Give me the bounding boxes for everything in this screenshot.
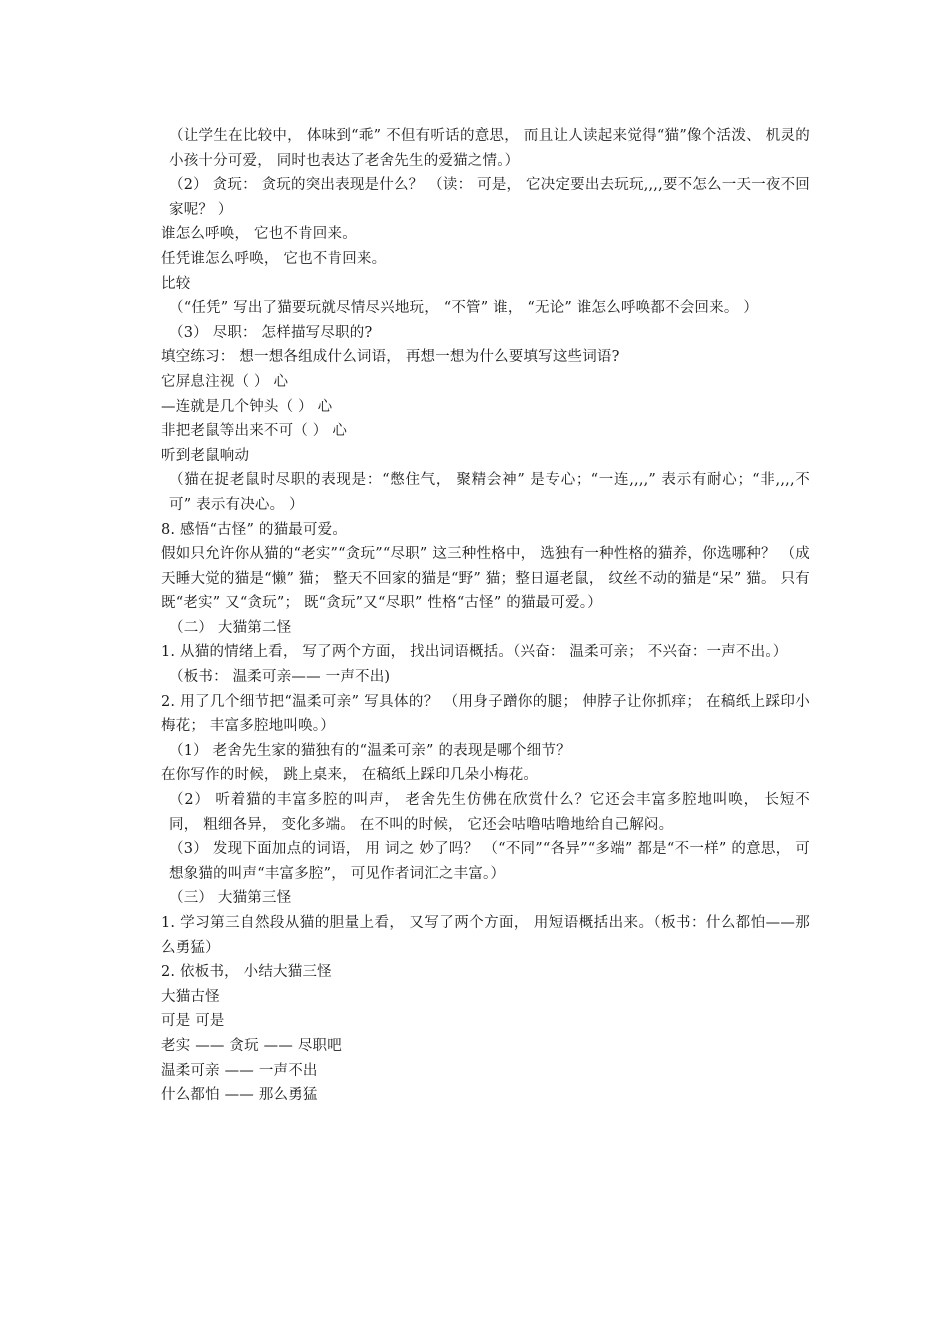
board-line: 温柔可亲 —— 一声不出 <box>161 1062 318 1079</box>
board-note: （板书： 温柔可亲—— 一声不出) <box>169 669 391 686</box>
exercise-line: 听到老鼠响动 <box>161 447 250 464</box>
exercise-line: 非把老鼠等出来不可（ ） 心 <box>161 423 348 440</box>
section-heading: 8. 感悟“古怪” 的猫最可爱。 <box>161 521 348 538</box>
paragraph: （让学生在比较中， 体味到“乖” 不但有听话的意思， 而且让人读起来觉得“猫”像个活泼、 机灵的小孩十分可爱， 同时也表达了老舍先生的爱猫之情。） <box>169 128 810 169</box>
text-line: 任凭谁怎么呼唤， 它也不肯回来。 <box>161 250 387 267</box>
text-line: 在你写作的时候， 跳上桌来， 在稿纸上踩印几朵小梅花。 <box>161 767 539 784</box>
text-line: 填空练习： 想一想各组成什么词语， 再想一想为什么要填写这些词语? <box>161 349 620 366</box>
paragraph: （3） 发现下面加点的词语， 用 词之 妙了吗？ （“不同”“各异”“多端” 都是“不一样” 的意思， 可想象猫的叫声“丰富多腔”， 可见作者词汇之丰富。） <box>169 841 810 882</box>
paragraph: 假如只允许你从猫的“老实”“贪玩”“尽职” 这三种性格中， 选独有一种性格的猫养，你选哪种？ （成天睡大觉的猫是“懒” 猫； 整天不回家的猫是“野” 猫；整日逼老鼠， 纹丝不动的猫是“呆” 猫。 只有既“老实” 又“贪玩”； 既“贪玩”又“尽职” 性格“古怪” 的猫最可爱。） <box>161 546 811 612</box>
paragraph: （猫在捉老鼠时尽职的表现是：“憋住气， 聚精会神” 是专心；“一连,,,,” 表示有耐心；“非,,,,不可” 表示有决心。 ） <box>169 472 810 513</box>
paragraph: （2） 贪玩： 贪玩的突出表现是什么？ （读： 可是， 它决定要出去玩玩,,,,要不怎么一天一夜不回家呢？ ） <box>169 177 810 218</box>
document-body <box>145 124 810 1108</box>
section-heading: （1） 老舍先生家的猫独有的“温柔可亲” 的表现是哪个细节？ <box>169 742 571 759</box>
paragraph: （“任凭” 写出了猫要玩就尽情尽兴地玩， “不管” 谁， “无论” 谁怎么呼唤都不会回来。 ） <box>169 300 759 317</box>
paragraph: 1. 学习第三自然段从猫的胆量上看， 又写了两个方面， 用短语概括出来。（板书：什么都怕——那么勇猛） <box>161 915 810 956</box>
paragraph: 1. 从猫的情绪上看， 写了两个方面， 找出词语概括。（兴奋： 温柔可亲； 不兴奋：一声不出。） <box>161 644 788 661</box>
text-line: 比较 <box>161 275 191 292</box>
board-line: 大猫古怪 <box>161 988 220 1005</box>
board-line: 可是 可是 <box>161 1013 225 1030</box>
section-heading: （三） 大猫第三怪 <box>169 890 292 907</box>
exercise-line: 它屏息注视（ ） 心 <box>161 373 289 390</box>
board-line: 什么都怕 —— 那么勇猛 <box>161 1087 318 1104</box>
paragraph: （2） 听着猫的丰富多腔的叫声， 老舍先生仿佛在欣赏什么？它还会丰富多腔地叫唤， 长短不同， 粗细各异， 变化多端。 在不叫的时候， 它还会咕噜咕噜地给自己解闷。 <box>169 792 810 833</box>
board-line: 老实 —— 贪玩 —— 尽职吧 <box>161 1037 342 1054</box>
text-line: 2. 依板书， 小结大猫三怪 <box>161 964 332 981</box>
section-heading: （二） 大猫第二怪 <box>169 619 292 636</box>
exercise-line: —连就是几个钟头（ ） 心 <box>161 398 333 415</box>
text-line: 谁怎么呼唤， 它也不肯回来。 <box>161 226 357 243</box>
paragraph: 2. 用了几个细节把“温柔可亲” 写具体的？ （用身子蹭你的腿； 伸脖子让你抓痒； 在稿纸上踩印小梅花； 丰富多腔地叫唤。） <box>161 693 810 735</box>
section-heading: （3） 尽职： 怎样描写尽职的? <box>169 324 373 341</box>
